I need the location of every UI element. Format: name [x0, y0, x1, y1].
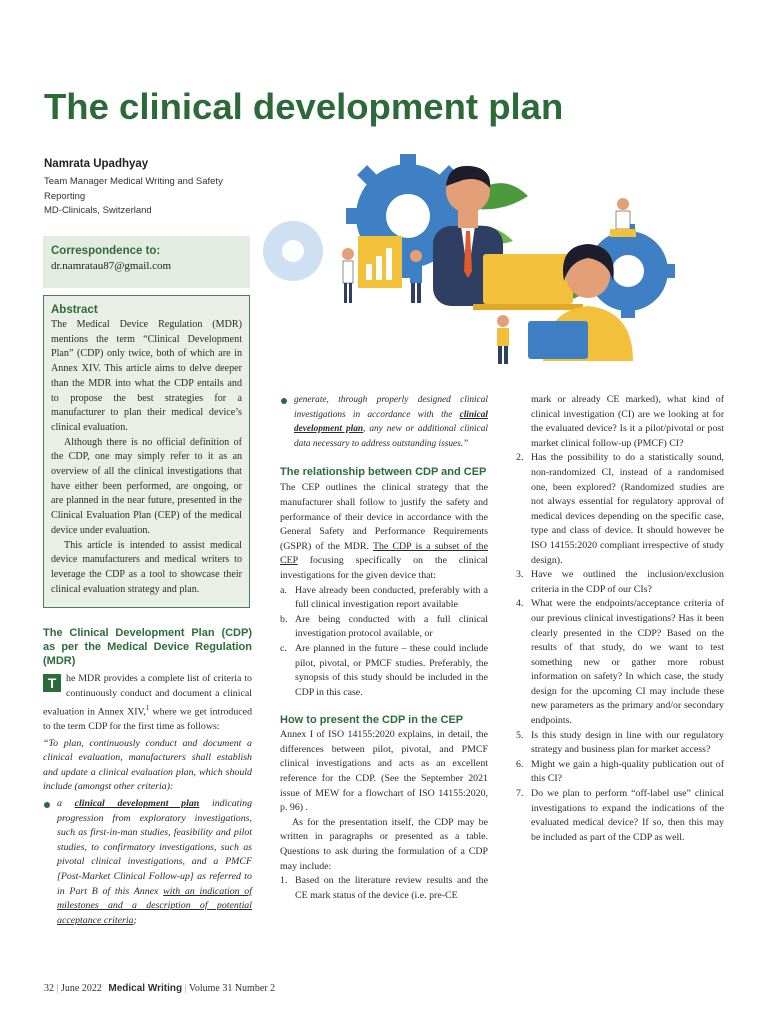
laptop [483, 254, 573, 304]
list-item: a. Have already been conducted, preferably with a full clinical investigation report available [280, 584, 488, 611]
list-item: 5. Is this study design in line with our regulatory strategy and business plan for market access? [516, 729, 724, 756]
abstract-paragraph: This article is intended to assist medical device manufacturers and medical writers to leverage the CDP as a tool to showcase their clinical evaluation strategy and plan. [51, 539, 242, 595]
quote-bullet: generate, through properly designed clinical investigations in accordance with the clinical development plan, any new or additional clinical data necessary to address outstanding issues.” [280, 393, 488, 451]
list-item: 4. What were the endpoints/acceptance criteria of our previous clinical investigations? Has it been clearly presented in the CDP? Based on the results of that study, do we want to test something new or gather more robust information on safety? In which case, the study design for the upcoming CI may include these new parameters as the primary and/or secondary endpoints. [516, 598, 724, 727]
page-number: 32 [44, 983, 54, 994]
quote-bullet: a clinical development plan indicating progression from exploratory investigations, such as first-in-man studies, feasibility and pilot studies, to confirmatory investigations, such as pivotal clinical investigations, and a PMCF [Post-Market Clinical Follow-up] as referred to in Part B of this Annex with an indication of milestones and a description of potential acceptance criteria; [43, 797, 252, 928]
person-icon [497, 315, 509, 364]
body-paragraph: Annex I of ISO 14155:2020 explains, in detail, the differences between pilot, pivotal, and PMCF clinical investigations and acts as an excellent reference for the CDP. (See the September 2021 issue of MEW for a flowchart of ISO 14155:2020, p. 96) . [280, 729, 488, 814]
list-item: 1. Based on the literature review results and the CE mark status of the device (i.e. pre-CE [280, 875, 488, 901]
list-item: 7. Do we plan to perform “off-label use” clinical investigations to expand the indications of the evaluated medical device? If so, then this may be included as part of the CDP as well. [516, 788, 724, 843]
column-2 [280, 393, 488, 903]
article-title: The clinical development plan [44, 86, 564, 127]
affiliation-org: MD-Clinicals, Switzerland [44, 205, 152, 216]
abstract-paragraph: The Medical Device Regulation (MDR) mentions the term “Clinical Development Plan” (CDP) only twice, both of which are in Annex XIV. This article aims to delve deeper than the MDR into what the CDP entails and to propose the best strategies for a manufacturer to plan their medical device’s clinical evaluation. [51, 319, 242, 433]
clinical-team-illustration [258, 146, 720, 371]
column-1 [43, 626, 252, 928]
section-heading: How to present the CDP in the CEP [280, 714, 464, 727]
correspondence-email[interactable]: dr.namratau87@gmail.com [51, 260, 172, 272]
body-paragraph: As for the presentation itself, the CDP may be written in paragraphs or presented as a table. Questions to ask during the formulation of a CDP may include: [280, 816, 488, 872]
issue-date: June 2022 [61, 983, 102, 994]
correspondence-box [43, 236, 250, 288]
section-heading: The Clinical Development Plan (CDP) as per the Medical Device Regulation (MDR) [43, 627, 252, 667]
list-item-continued: mark or already CE marked), what kind of clinical investigation (CI) are we looking at for the evaluated device? Is it a pilot/pivotal or post market clinical follow-up (PMCF) CI? [531, 394, 724, 449]
list-item: 2. Has the possibility to do a statistically sound, non-randomized CI, instead of a randomised one, been explored? (Randomized studies are not always essential for regulatory approval of medical devices depending on the specific case, type and class of device. It should however be ISO 14155:2020 compliant irrespective of study design). [516, 452, 724, 566]
column-3 [516, 393, 724, 845]
list-item: 3. Have we outlined the inclusion/exclusion criteria in the CDP of our CIs? [516, 569, 724, 595]
section-heading: The relationship between CDP and CEP [280, 466, 487, 479]
drop-cap: T [43, 674, 61, 692]
page-footer: 32 | June 2022 Medical Writing | Volume 31 Number 2 [44, 983, 276, 994]
list-item: 6. Might we gain a high-quality publication out of this CI? [516, 758, 724, 785]
list-item: c. Are planned in the future – these could include pilot, pivotal, or PMCF studies. Preferably, the synopsis of this study should be included in the CDP in this case. [280, 642, 488, 698]
body-paragraph: The CEP outlines the clinical strategy that the manufacturer shall follow to justify the safety and performance of their device in accordance with the General Safety and Performance Requirements (GSPR) of the MDR. The CDP is a subset of the CEP focusing specifically on the clinical investigations for the given device that: [280, 482, 488, 581]
body-paragraph: T he MDR provides a complete list of criteria to continuously conduct and document a clinical evaluation in Annex XIV,$^1$ where we get introduced to the term CDP for the first time as follows: [43, 673, 253, 733]
affiliation-role: Team Manager Medical Writing and Safety Reporting [44, 176, 223, 202]
person-icon [342, 248, 354, 303]
abstract-box [43, 295, 250, 608]
person-icon [610, 198, 636, 237]
journal-name: Medical Writing [108, 983, 183, 994]
author-name: Namrata Upadhyay [44, 158, 149, 170]
author-affiliation [44, 175, 244, 219]
mdr-quote: “To plan, continuously conduct and document a clinical evaluation, manufacturers shall establish and update a clinical evaluation plan, which should include (amongst other criteria): [43, 737, 252, 793]
abstract-heading: Abstract [51, 304, 98, 316]
correspondence-heading: Correspondence to: [51, 245, 161, 257]
list-item: b. Are being conducted with a full clinical investigation protocol available, or [280, 613, 488, 640]
abstract-paragraph: Although there is no official definition of the CDP, one may simply refer to it as an overview of all the clinical investigations that have either been performed, are ongoing, or are planned in the near future, presented in the Clinical Evaluation Plan (CEP) of the medical device under evaluation. [51, 436, 242, 536]
person-icon [410, 250, 422, 303]
volume-info: Volume 31 Number 2 [188, 983, 276, 994]
